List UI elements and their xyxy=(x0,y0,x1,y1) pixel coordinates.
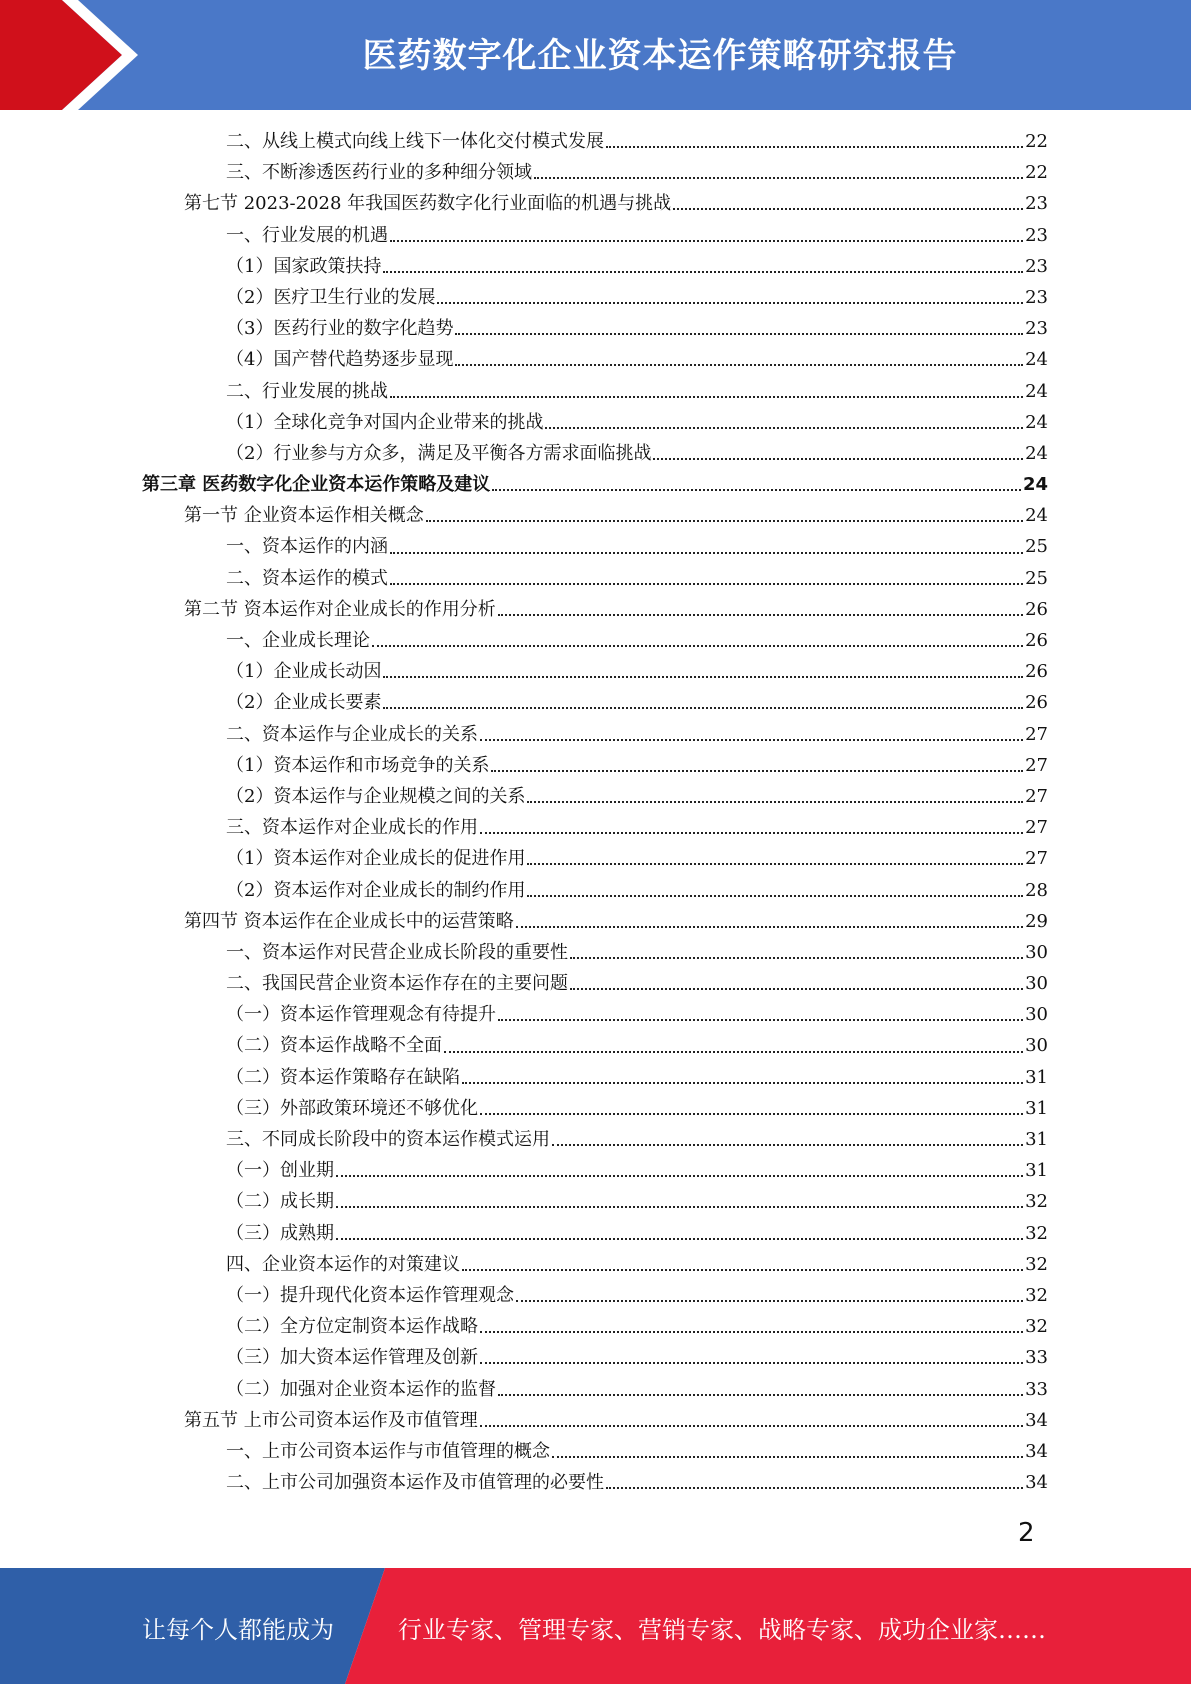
toc-entry-page: 30 xyxy=(1025,1004,1048,1026)
toc-dot-leader xyxy=(570,956,1023,959)
toc-entry-page: 23 xyxy=(1025,193,1048,215)
toc-entry-title: （三）加大资本运作管理及创新 xyxy=(226,1347,478,1369)
toc-entry-page: 23 xyxy=(1025,286,1048,308)
toc-entry-title: 二、从线上模式向线上线下一体化交付模式发展 xyxy=(226,131,604,152)
toc-entry[interactable] xyxy=(142,344,1048,375)
toc-dot-leader xyxy=(336,1174,1023,1177)
toc-entry-page: 33 xyxy=(1025,1378,1048,1400)
toc-dot-leader xyxy=(390,582,1023,585)
toc-entry-title: （三）成熟期 xyxy=(226,1222,334,1244)
toc-dot-leader xyxy=(673,207,1023,210)
toc-entry-title: 第五节 上市公司资本运作及市值管理 xyxy=(184,1409,478,1431)
toc-entry[interactable] xyxy=(142,1374,1048,1405)
toc-dot-leader xyxy=(336,1205,1023,1208)
toc-entry[interactable] xyxy=(142,1405,1048,1436)
toc-entry-title: （二）资本运作战略不全面 xyxy=(226,1035,442,1057)
toc-entry[interactable] xyxy=(142,1311,1048,1342)
toc-entry-title: 第三章 医药数字化企业资本运作策略及建议 xyxy=(142,474,491,496)
toc-entry-page: 31 xyxy=(1025,1129,1048,1150)
toc-dot-leader xyxy=(455,363,1023,366)
toc-entry-title: 第七节 2023-2028 年我国医药数字化行业面临的机遇与挑战 xyxy=(184,193,672,215)
toc-entry[interactable] xyxy=(142,1093,1048,1124)
toc-entry-title: 二、资本运作的模式 xyxy=(226,567,388,589)
toc-entry[interactable] xyxy=(142,750,1048,781)
toc-entry-title: 三、不断渗透医药行业的多种细分领域 xyxy=(226,162,532,184)
toc-entry-page: 34 xyxy=(1025,1472,1048,1494)
toc-entry-title: （2）行业参与方众多，满足及平衡各方需求面临挑战 xyxy=(226,442,652,464)
toc-dot-leader xyxy=(480,738,1023,741)
toc-dot-leader xyxy=(516,1299,1023,1302)
toc-entry[interactable] xyxy=(142,251,1048,282)
toc-dot-leader xyxy=(606,145,1023,148)
toc-entry-page: 27 xyxy=(1025,785,1048,807)
report-header xyxy=(0,0,1191,110)
toc-entry-title: （二）全方位定制资本运作战略 xyxy=(226,1316,478,1338)
toc-dot-leader xyxy=(491,769,1023,772)
toc-dot-leader xyxy=(552,1455,1023,1458)
toc-dot-leader xyxy=(336,1237,1023,1240)
toc-entry[interactable] xyxy=(142,781,1048,812)
toc-entry-page: 24 xyxy=(1025,349,1048,371)
toc-entry-title: 一、企业成长理论 xyxy=(226,630,370,651)
toc-dot-leader xyxy=(516,925,1023,928)
toc-entry-page: 24 xyxy=(1025,505,1048,527)
toc-entry-title: 一、行业发展的机遇 xyxy=(226,224,388,246)
toc-dot-leader xyxy=(480,831,1023,834)
toc-entry-title: （三）外部政策环境还不够优化 xyxy=(226,1097,478,1119)
toc-entry-title: （1）国家政策扶持 xyxy=(226,255,382,277)
toc-entry-page: 32 xyxy=(1025,1253,1048,1275)
toc-dot-leader xyxy=(390,239,1023,242)
toc-entry-title: （二）加强对企业资本运作的监督 xyxy=(226,1378,496,1400)
toc-entry-title: 一、上市公司资本运作与市值管理的概念 xyxy=(226,1440,550,1462)
red-chevron-icon xyxy=(0,0,150,110)
toc-entry-page: 27 xyxy=(1025,754,1048,776)
toc-dot-leader xyxy=(527,862,1023,865)
toc-entry-page: 30 xyxy=(1025,941,1048,963)
toc-entry-title: 一、资本运作对民营企业成长阶段的重要性 xyxy=(226,941,568,963)
toc-entry-page: 23 xyxy=(1025,318,1048,340)
toc-entry-page: 26 xyxy=(1025,630,1048,651)
toc-entry[interactable] xyxy=(142,1155,1048,1186)
toc-entry-page: 34 xyxy=(1025,1440,1048,1462)
toc-entry[interactable] xyxy=(142,282,1048,313)
toc-entry[interactable] xyxy=(142,563,1048,594)
toc-entry-title: （4）国产替代趋势逐步显现 xyxy=(226,349,454,371)
toc-entry-page: 25 xyxy=(1025,536,1048,558)
toc-entry-title: 二、上市公司加强资本运作及市值管理的必要性 xyxy=(226,1472,604,1494)
toc-entry[interactable] xyxy=(142,1280,1048,1311)
toc-entry[interactable] xyxy=(142,313,1048,344)
toc-entry-page: 22 xyxy=(1025,131,1048,152)
toc-entry[interactable] xyxy=(142,1062,1048,1093)
toc-entry[interactable] xyxy=(142,188,1048,219)
toc-dot-leader xyxy=(455,332,1023,335)
toc-entry-title: （一）提升现代化资本运作管理观念 xyxy=(226,1284,514,1306)
toc-entry-title: （1）资本运作对企业成长的促进作用 xyxy=(226,848,526,870)
toc-entry[interactable] xyxy=(142,1467,1048,1498)
toc-entry-title: （2）资本运作与企业规模之间的关系 xyxy=(226,785,526,807)
toc-entry-page: 26 xyxy=(1025,661,1048,683)
toc-dot-leader xyxy=(383,270,1023,273)
toc-entry-page: 24 xyxy=(1025,442,1048,464)
toc-entry-title: （2）企业成长要素 xyxy=(226,692,382,714)
toc-entry-page: 23 xyxy=(1025,255,1048,277)
toc-entry[interactable] xyxy=(142,220,1048,251)
toc-dot-leader xyxy=(390,551,1023,554)
toc-entry-page: 32 xyxy=(1025,1316,1048,1338)
toc-dot-leader xyxy=(534,176,1023,179)
footer-slogan-left: 让每个人都能成为 xyxy=(142,1616,334,1644)
report-title: 医药数字化企业资本运作策略研究报告 xyxy=(362,36,958,76)
toc-entry-title: 四、企业资本运作的对策建议 xyxy=(226,1253,460,1275)
toc-entry-title: （2）医疗卫生行业的发展 xyxy=(226,286,436,308)
toc-entry-page: 26 xyxy=(1025,692,1048,714)
toc-entry[interactable] xyxy=(142,687,1048,718)
toc-entry-page: 30 xyxy=(1025,1035,1048,1057)
toc-entry[interactable] xyxy=(142,1249,1048,1280)
toc-dot-leader xyxy=(480,1424,1023,1427)
toc-entry-page: 26 xyxy=(1025,598,1048,620)
toc-entry-title: （二）成长期 xyxy=(226,1191,334,1213)
toc-entry[interactable] xyxy=(142,875,1048,906)
toc-dot-leader xyxy=(426,519,1023,522)
toc-dot-leader xyxy=(498,613,1023,616)
toc-entry-title: （一）资本运作管理观念有待提升 xyxy=(226,1004,496,1026)
toc-dot-leader xyxy=(383,675,1023,678)
toc-entry-page: 24 xyxy=(1025,411,1048,433)
toc-entry[interactable] xyxy=(142,500,1048,531)
toc-entry[interactable] xyxy=(142,968,1048,999)
toc-dot-leader xyxy=(462,1268,1023,1271)
toc-entry-page: 29 xyxy=(1025,910,1048,932)
toc-entry[interactable] xyxy=(142,1030,1048,1061)
toc-dot-leader xyxy=(480,1112,1023,1115)
toc-entry-page: 28 xyxy=(1025,879,1048,901)
toc-dot-leader xyxy=(372,644,1023,647)
toc-entry[interactable] xyxy=(142,126,1048,157)
toc-entry-page: 32 xyxy=(1025,1284,1048,1306)
toc-dot-leader xyxy=(480,1361,1023,1364)
toc-entry-page: 23 xyxy=(1025,224,1048,246)
toc-dot-leader xyxy=(383,706,1023,709)
toc-entry-title: 第二节 资本运作对企业成长的作用分析 xyxy=(184,598,496,620)
toc-entry-page: 22 xyxy=(1025,162,1048,184)
toc-entry-page: 34 xyxy=(1025,1409,1048,1431)
toc-entry[interactable] xyxy=(142,469,1048,500)
toc-entry-title: （2）资本运作对企业成长的制约作用 xyxy=(226,879,526,901)
toc-entry[interactable] xyxy=(142,719,1048,750)
toc-dot-leader xyxy=(606,1486,1023,1489)
toc-entry-page: 31 xyxy=(1025,1066,1048,1088)
toc-entry-title: 第四节 资本运作在企业成长中的运营策略 xyxy=(184,910,514,932)
toc-entry-title: 二、我国民营企业资本运作存在的主要问题 xyxy=(226,973,568,995)
toc-dot-leader xyxy=(390,395,1023,398)
toc-dot-leader xyxy=(437,301,1023,304)
toc-entry-title: （1）企业成长动因 xyxy=(226,661,382,683)
toc-entry[interactable] xyxy=(142,1186,1048,1217)
toc-entry-title: （二）资本运作策略存在缺陷 xyxy=(226,1066,460,1088)
toc-entry-title: （1）资本运作和市场竞争的关系 xyxy=(226,754,490,776)
toc-entry-page: 27 xyxy=(1025,723,1048,745)
toc-entry[interactable] xyxy=(142,843,1048,874)
toc-entry[interactable] xyxy=(142,438,1048,469)
toc-dot-leader xyxy=(444,1050,1023,1053)
toc-dot-leader xyxy=(498,1018,1023,1021)
toc-entry-page: 33 xyxy=(1025,1347,1048,1369)
toc-entry-page: 27 xyxy=(1025,817,1048,839)
toc-entry-title: 三、资本运作对企业成长的作用 xyxy=(226,817,478,839)
toc-entry-page: 30 xyxy=(1025,973,1048,995)
footer-banner xyxy=(0,1568,1191,1684)
toc-entry[interactable] xyxy=(142,594,1048,625)
toc-entry-page: 24 xyxy=(1025,380,1048,402)
toc-dot-leader xyxy=(498,1393,1023,1396)
toc-entry-page: 31 xyxy=(1025,1097,1048,1119)
toc-entry-title: （3）医药行业的数字化趋势 xyxy=(226,318,454,340)
toc-entry[interactable] xyxy=(142,906,1048,937)
toc-entry[interactable] xyxy=(142,812,1048,843)
footer-slogan-right: 行业专家、管理专家、营销专家、战略专家、成功企业家…… xyxy=(398,1616,1046,1644)
toc-entry-title: （1）全球化竞争对国内企业带来的挑战 xyxy=(226,411,544,433)
toc-entry-title: 三、不同成长阶段中的资本运作模式运用 xyxy=(226,1129,550,1150)
toc-entry[interactable] xyxy=(142,376,1048,407)
toc-dot-leader xyxy=(527,800,1023,803)
toc-dot-leader xyxy=(527,894,1023,897)
toc-entry-title: 二、资本运作与企业成长的关系 xyxy=(226,723,478,745)
toc-entry-title: （一）创业期 xyxy=(226,1160,334,1182)
toc-dot-leader xyxy=(653,457,1023,460)
toc-entry[interactable] xyxy=(142,531,1048,562)
toc-entry-page: 27 xyxy=(1025,848,1048,870)
toc-entry[interactable] xyxy=(142,407,1048,438)
toc-entry[interactable] xyxy=(142,999,1048,1030)
toc-entry-page: 31 xyxy=(1025,1160,1048,1182)
toc-entry-title: 二、行业发展的挑战 xyxy=(226,380,388,402)
toc-dot-leader xyxy=(545,426,1023,429)
toc-entry-page: 32 xyxy=(1025,1222,1048,1244)
toc-entry[interactable] xyxy=(142,656,1048,687)
toc-dot-leader xyxy=(570,987,1023,990)
toc-dot-leader xyxy=(462,1081,1023,1084)
toc-entry[interactable] xyxy=(142,937,1048,968)
toc-dot-leader xyxy=(552,1143,1023,1146)
toc-entry-page: 24 xyxy=(1022,474,1048,496)
toc-entry-title: 一、资本运作的内涵 xyxy=(226,536,388,558)
toc-entry-page: 32 xyxy=(1025,1191,1048,1213)
toc-entry[interactable] xyxy=(142,1342,1048,1373)
toc-entry[interactable] xyxy=(142,157,1048,188)
toc-dot-leader xyxy=(480,1330,1023,1333)
toc-entry[interactable] xyxy=(142,1436,1048,1467)
table-of-contents xyxy=(142,126,1048,1498)
toc-dot-leader xyxy=(492,488,1021,491)
toc-entry[interactable] xyxy=(142,625,1048,656)
toc-entry[interactable] xyxy=(142,1218,1048,1249)
page-number: 2 xyxy=(1018,1518,1035,1548)
toc-entry-title: 第一节 企业资本运作相关概念 xyxy=(184,505,424,527)
toc-entry-page: 25 xyxy=(1025,567,1048,589)
toc-entry[interactable] xyxy=(142,1124,1048,1155)
